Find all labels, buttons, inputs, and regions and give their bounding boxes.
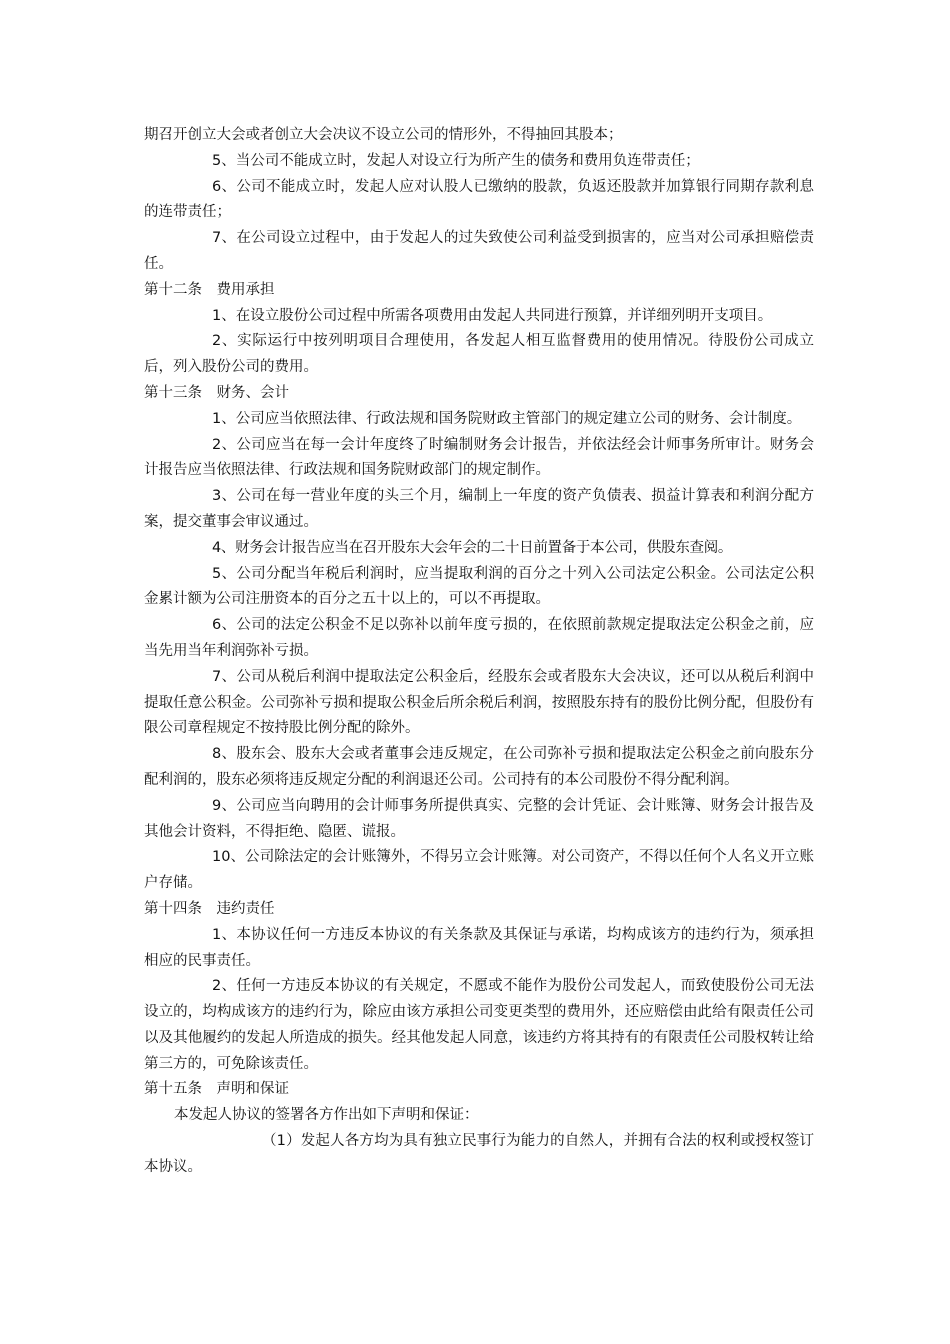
section-heading: 第十二条 费用承担 [144, 281, 275, 298]
list-item: 7、公司从税后利润中提取法定公积金后，经股东会或者股东大会决议，还可以从税后利润中提取任意公积金。公司弥补亏损和提取公积金后所余税后利润，按照股东持有的股份比例分配，但股份有限公司章程规定不按持股比例分配的除外。 [144, 668, 814, 737]
document-body [144, 123, 814, 1181]
list-item: 6、公司不能成立时，发起人应对认股人已缴纳的股款，负返还股款并加算银行同期存款利息的连带责任； [144, 178, 814, 221]
list-item: 1、在设立股份公司过程中所需各项费用由发起人共同进行预算，并详细列明开支项目。 [212, 307, 773, 324]
list-item: 2、公司应当在每一会计年度终了时编制财务会计报告，并依法经会计师事务所审计。财务会计报告应当依照法律、行政法规和国务院财政部门的规定制作。 [144, 436, 814, 479]
list-item: 6、公司的法定公积金不足以弥补以前年度亏损的，在依照前款规定提取法定公积金之前，应当先用当年利润弥补亏损。 [144, 617, 814, 659]
section-heading: 第十三条 财务、会计 [144, 384, 289, 401]
list-item: 1、本协议任何一方违反本协议的有关条款及其保证与承诺，均构成该方的违约行为，须承担相应的民事责任。 [144, 926, 814, 969]
list-item: 1、公司应当依照法律、行政法规和国务院财政主管部门的规定建立公司的财务、会计制度。 [212, 410, 802, 427]
list-item: 2、实际运行中按列明项目合理使用，各发起人相互监督费用的使用情况。待股份公司成立后，列入股份公司的费用。 [144, 333, 814, 376]
list-item: 2、任何一方违反本协议的有关规定，不愿或不能作为股份公司发起人，而致使股份公司无法设立的，均构成该方的违约行为，除应由该方承担公司变更类型的费用外，还应赔偿由此给有限责任公司以及其他履约的发起人所造成的损失。经其他发起人同意，该违约方将其持有的有限责任公司股权转让给第三方的，可免除该责任。 [144, 978, 814, 1072]
list-item: 7、在公司设立过程中，由于发起人的过失致使公司利益受到损害的，应当对公司承担赔偿责任。 [144, 230, 814, 272]
section-heading: 第十四条 违约责任 [144, 900, 275, 917]
paragraph: 期召开创立大会或者创立大会决议不设立公司的情形外，不得抽回其股本； [144, 127, 623, 143]
section-heading: 第十五条 声明和保证 [144, 1081, 289, 1098]
list-item: 3、公司在每一营业年度的头三个月，编制上一年度的资产负债表、损益计算表和利润分配方案，提交董事会审议通过。 [144, 488, 814, 530]
list-item: 8、股东会、股东大会或者董事会违反规定，在公司弥补亏损和提取法定公积金之前向股东分配利润的，股东必须将违反规定分配的利润退还公司。公司持有的本公司股份不得分配利润。 [144, 746, 814, 788]
paragraph: 本发起人协议的签署各方作出如下声明和保证： [174, 1107, 479, 1124]
list-item: 10、公司除法定的会计账簿外，不得另立会计账簿。对公司资产，不得以任何个人名义开立账户存储。 [144, 849, 814, 892]
list-item: 9、公司应当向聘用的会计师事务所提供真实、完整的会计凭证、会计账簿、财务会计报告及其他会计资料，不得拒绝、隐匿、谎报。 [144, 797, 814, 840]
list-item: 5、当公司不能成立时，发起人对设立行为所产生的债务和费用负连带责任； [212, 152, 700, 169]
list-item: 4、财务会计报告应当在召开股东大会年会的二十日前置备于本公司，供股东查阅。 [212, 539, 733, 556]
list-item: 5、公司分配当年税后利润时，应当提取利润的百分之十列入公司法定公积金。公司法定公积金累计额为公司注册资本的百分之五十以上的，可以不再提取。 [144, 565, 814, 608]
list-item: （1）发起人各方均为具有独立民事行为能力的自然人，并拥有合法的权利或授权签订本协议。 [144, 1133, 814, 1175]
